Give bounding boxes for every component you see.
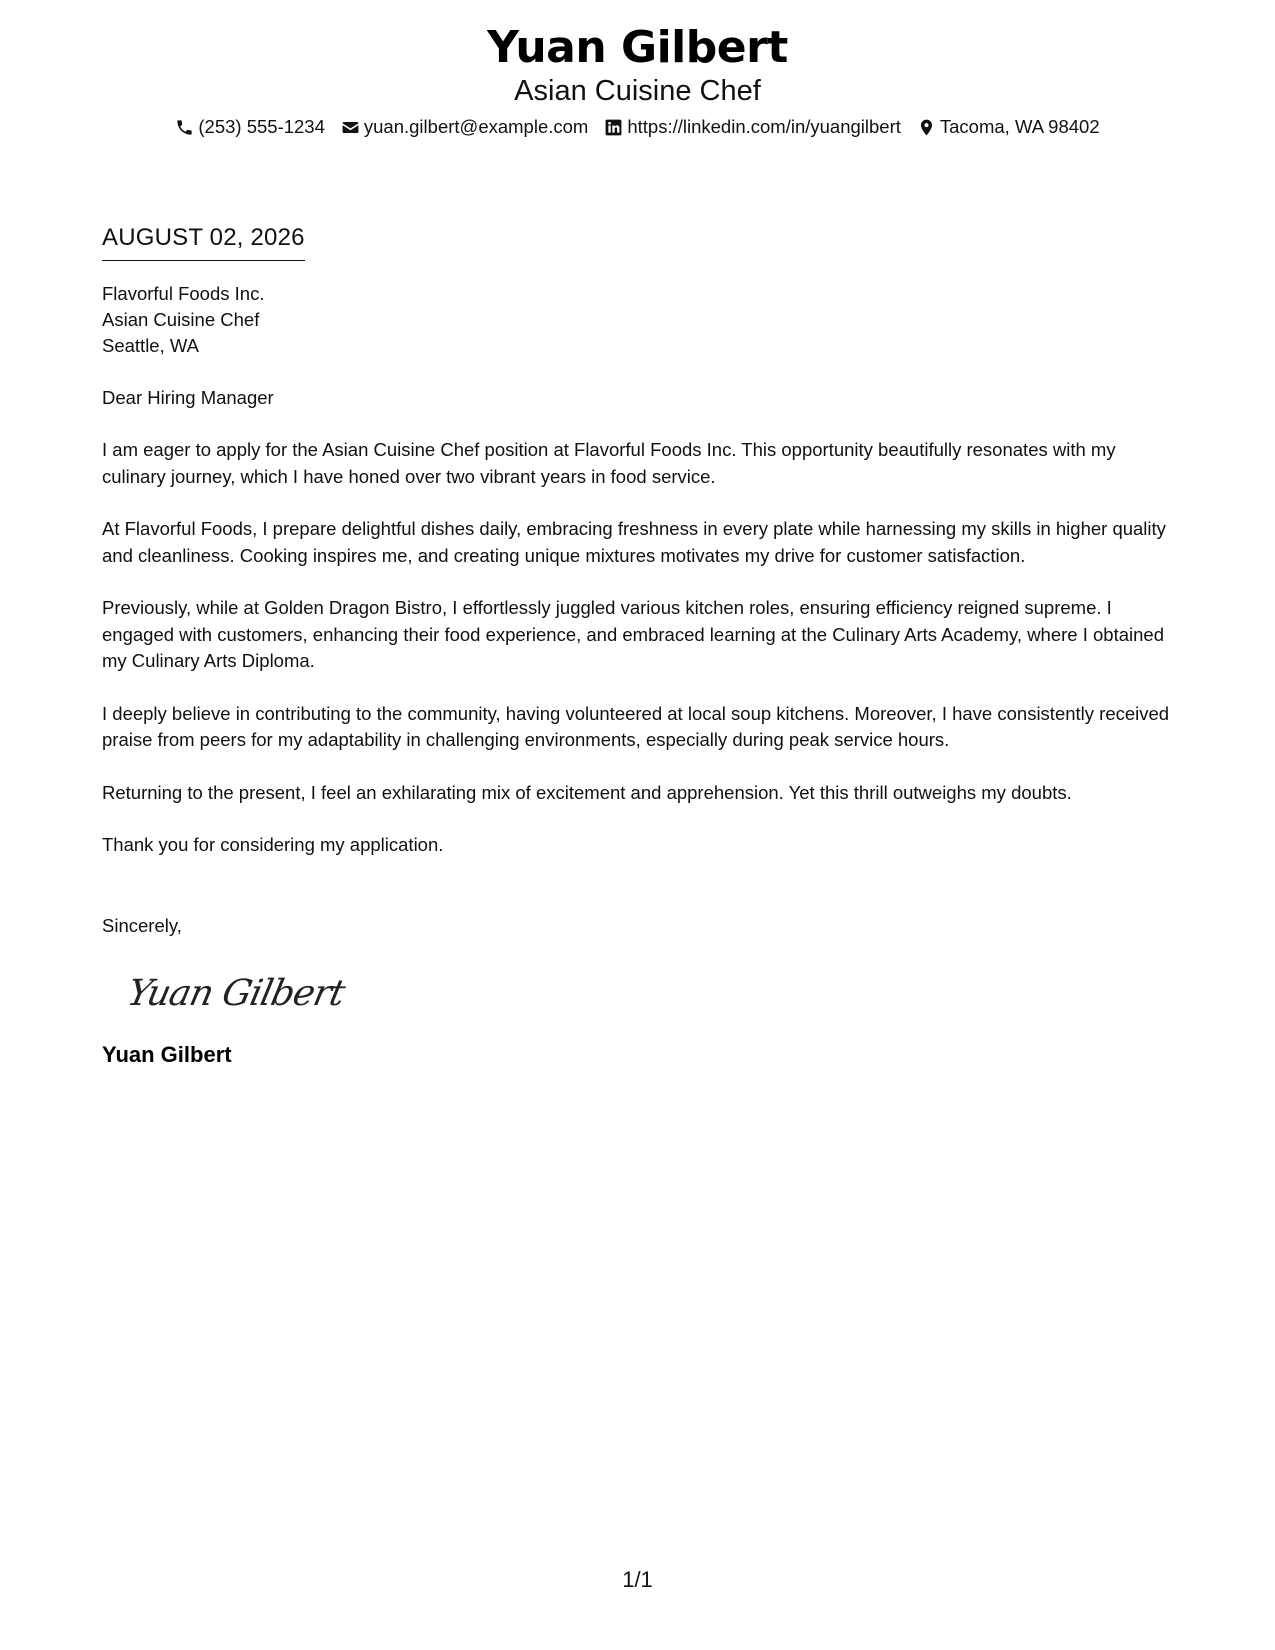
paragraph: I deeply believe in contributing to the community, having volunteered at local soup kitchens. Moreover, I have consistently received praise from peers for my adaptability in challenging environments, especially during peak service hours. — [102, 702, 1170, 750]
linkedin-icon — [604, 118, 623, 137]
applicant-name: Yuan Gilbert — [487, 22, 788, 73]
salutation: Dear Hiring Manager — [102, 387, 274, 408]
paragraph: At Flavorful Foods, I prepare delightful dishes daily, embracing freshness in every plate while harnessing my skills in higher quality and cleanliness. Cooking inspires me, and creating unique mixtures motivates my drive for customer satisfaction. — [102, 518, 1166, 566]
letter-date: AUGUST 02, 2026 — [102, 222, 305, 261]
closing: Sincerely, — [102, 914, 182, 936]
page-number: 1/1 — [622, 1567, 653, 1592]
recipient-position: Asian Cuisine Chef — [102, 309, 260, 330]
paragraph: Thank you for considering my application. — [102, 834, 444, 855]
envelope-icon — [341, 118, 360, 137]
signature-image — [124, 965, 364, 1025]
recipient-location: Seattle, WA — [102, 335, 199, 356]
paragraph: Returning to the present, I feel an exhilarating mix of excitement and apprehension. Yet this thrill outweighs my doubts. — [102, 781, 1072, 803]
paragraph: I am eager to apply for the Asian Cuisine Chef position at Flavorful Foods Inc. This opportunity beautifully resonates with my culinary journey, which I have honed over two vibrant years in food service. — [102, 439, 1116, 487]
map-pin-icon — [917, 118, 936, 137]
letter-body — [102, 222, 1177, 1069]
signature-glyphs: Yuan Gilbert — [124, 970, 349, 1014]
phone-text: (253) 555-1234 — [198, 116, 325, 137]
signer-name: Yuan Gilbert — [102, 1041, 232, 1067]
linkedin-text[interactable]: https://linkedin.com/in/yuangilbert — [627, 116, 901, 137]
recipient-company: Flavorful Foods Inc. — [102, 283, 265, 304]
email-text[interactable]: yuan.gilbert@example.com — [363, 116, 589, 137]
location-text: Tacoma, WA 98402 — [939, 116, 1100, 137]
contact-phone — [175, 114, 325, 140]
applicant-title: Asian Cuisine Chef — [514, 75, 761, 107]
contact-location — [917, 114, 1100, 140]
contact-linkedin[interactable] — [604, 114, 901, 140]
letter-header — [0, 22, 1275, 140]
contact-bar — [0, 114, 1275, 140]
phone-icon — [175, 118, 194, 137]
recipient-block — [102, 281, 1177, 359]
paragraph: Previously, while at Golden Dragon Bistro, I effortlessly juggled various kitchen roles, ensuring efficiency reigned supreme. I engaged with customers, enhancing their food experience, and embraced learning at the Culinary Arts Academy, where I obtained my Culinary Arts Diploma. — [102, 597, 1164, 671]
contact-email[interactable] — [341, 114, 588, 140]
